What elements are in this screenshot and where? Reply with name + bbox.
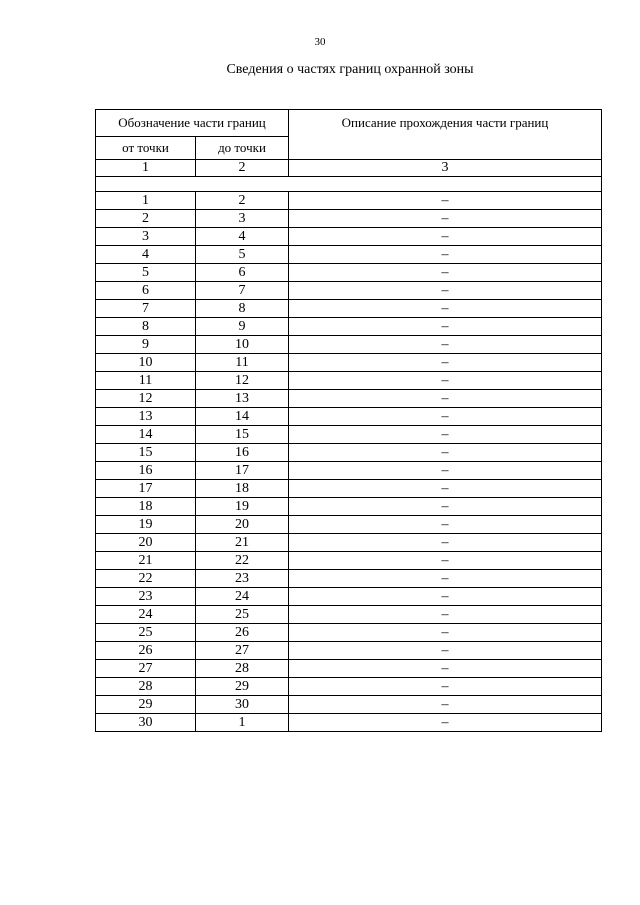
cell-from-point: 15 bbox=[96, 444, 196, 462]
cell-from-point: 9 bbox=[96, 336, 196, 354]
cell-description: – bbox=[289, 588, 602, 606]
cell-to-point: 30 bbox=[196, 696, 289, 714]
cell-to-point: 29 bbox=[196, 678, 289, 696]
spacer-row bbox=[96, 177, 602, 192]
cell-description: – bbox=[289, 498, 602, 516]
cell-to-point: 16 bbox=[196, 444, 289, 462]
table-row bbox=[96, 624, 602, 642]
cell-description: – bbox=[289, 264, 602, 282]
table-row bbox=[96, 336, 602, 354]
cell-from-point: 26 bbox=[96, 642, 196, 660]
cell-to-point: 21 bbox=[196, 534, 289, 552]
cell-description: – bbox=[289, 318, 602, 336]
cell-description: – bbox=[289, 480, 602, 498]
cell-to-point: 2 bbox=[196, 192, 289, 210]
cell-to-point: 23 bbox=[196, 570, 289, 588]
cell-from-point: 27 bbox=[96, 660, 196, 678]
cell-from-point: 2 bbox=[96, 210, 196, 228]
page-number: 30 bbox=[314, 36, 326, 48]
table-row bbox=[96, 318, 602, 336]
table-row bbox=[96, 642, 602, 660]
cell-from-point: 1 bbox=[96, 192, 196, 210]
cell-description: – bbox=[289, 228, 602, 246]
table-row bbox=[96, 300, 602, 318]
cell-from-point: 24 bbox=[96, 606, 196, 624]
cell-to-point: 14 bbox=[196, 408, 289, 426]
cell-description: – bbox=[289, 606, 602, 624]
cell-description: – bbox=[289, 192, 602, 210]
cell-description: – bbox=[289, 408, 602, 426]
cell-description: – bbox=[289, 444, 602, 462]
boundary-parts-table bbox=[95, 109, 602, 732]
cell-to-point: 6 bbox=[196, 264, 289, 282]
cell-description: – bbox=[289, 300, 602, 318]
cell-from-point: 29 bbox=[96, 696, 196, 714]
cell-to-point: 9 bbox=[196, 318, 289, 336]
cell-from-point: 13 bbox=[96, 408, 196, 426]
table-body bbox=[96, 110, 602, 732]
cell-from-point: 3 bbox=[96, 228, 196, 246]
table-row bbox=[96, 354, 602, 372]
table-row bbox=[96, 660, 602, 678]
cell-description: – bbox=[289, 552, 602, 570]
table-row bbox=[96, 678, 602, 696]
cell-to-point: 28 bbox=[196, 660, 289, 678]
cell-to-point: 24 bbox=[196, 588, 289, 606]
cell-from-point: 14 bbox=[96, 426, 196, 444]
cell-to-point: 10 bbox=[196, 336, 289, 354]
column-number-row bbox=[96, 160, 602, 177]
cell-to-point: 22 bbox=[196, 552, 289, 570]
column-number: 1 bbox=[96, 160, 196, 177]
header-row bbox=[96, 110, 602, 137]
cell-description: – bbox=[289, 570, 602, 588]
cell-from-point: 19 bbox=[96, 516, 196, 534]
table-row bbox=[96, 228, 602, 246]
cell-from-point: 20 bbox=[96, 534, 196, 552]
cell-description: – bbox=[289, 516, 602, 534]
cell-from-point: 25 bbox=[96, 624, 196, 642]
table-row bbox=[96, 696, 602, 714]
cell-from-point: 22 bbox=[96, 570, 196, 588]
table-row bbox=[96, 390, 602, 408]
cell-to-point: 5 bbox=[196, 246, 289, 264]
cell-description: – bbox=[289, 426, 602, 444]
cell-description: – bbox=[289, 624, 602, 642]
cell-to-point: 11 bbox=[196, 354, 289, 372]
table-row bbox=[96, 714, 602, 732]
cell-to-point: 4 bbox=[196, 228, 289, 246]
table-row bbox=[96, 444, 602, 462]
cell-description: – bbox=[289, 696, 602, 714]
cell-to-point: 3 bbox=[196, 210, 289, 228]
cell-from-point: 17 bbox=[96, 480, 196, 498]
cell-from-point: 5 bbox=[96, 264, 196, 282]
table-row bbox=[96, 462, 602, 480]
table-row bbox=[96, 534, 602, 552]
cell-description: – bbox=[289, 462, 602, 480]
header-description: Описание прохождения части границ bbox=[289, 110, 602, 160]
cell-from-point: 4 bbox=[96, 246, 196, 264]
table-row bbox=[96, 606, 602, 624]
cell-from-point: 16 bbox=[96, 462, 196, 480]
cell-to-point: 17 bbox=[196, 462, 289, 480]
cell-to-point: 18 bbox=[196, 480, 289, 498]
table-row bbox=[96, 192, 602, 210]
cell-description: – bbox=[289, 336, 602, 354]
table-row bbox=[96, 246, 602, 264]
header-to-point: до точки bbox=[196, 137, 289, 160]
cell-from-point: 28 bbox=[96, 678, 196, 696]
table-row bbox=[96, 516, 602, 534]
table-row bbox=[96, 372, 602, 390]
column-number: 3 bbox=[289, 160, 602, 177]
header-from-point: от точки bbox=[96, 137, 196, 160]
cell-description: – bbox=[289, 372, 602, 390]
cell-to-point: 12 bbox=[196, 372, 289, 390]
cell-to-point: 15 bbox=[196, 426, 289, 444]
cell-description: – bbox=[289, 642, 602, 660]
cell-description: – bbox=[289, 210, 602, 228]
table-row bbox=[96, 408, 602, 426]
table-row bbox=[96, 282, 602, 300]
table-row bbox=[96, 480, 602, 498]
document-title: Сведения о частях границ охранной зоны bbox=[226, 62, 474, 77]
cell-from-point: 7 bbox=[96, 300, 196, 318]
cell-from-point: 8 bbox=[96, 318, 196, 336]
cell-from-point: 23 bbox=[96, 588, 196, 606]
cell-description: – bbox=[289, 282, 602, 300]
cell-to-point: 27 bbox=[196, 642, 289, 660]
cell-description: – bbox=[289, 678, 602, 696]
cell-to-point: 7 bbox=[196, 282, 289, 300]
cell-to-point: 26 bbox=[196, 624, 289, 642]
cell-from-point: 21 bbox=[96, 552, 196, 570]
cell-from-point: 10 bbox=[96, 354, 196, 372]
spacer-cell bbox=[96, 177, 602, 192]
table-row bbox=[96, 426, 602, 444]
cell-to-point: 13 bbox=[196, 390, 289, 408]
header-designation: Обозначение части границ bbox=[96, 110, 289, 137]
cell-description: – bbox=[289, 660, 602, 678]
cell-description: – bbox=[289, 354, 602, 372]
cell-from-point: 11 bbox=[96, 372, 196, 390]
table-row bbox=[96, 588, 602, 606]
column-number: 2 bbox=[196, 160, 289, 177]
cell-to-point: 19 bbox=[196, 498, 289, 516]
cell-from-point: 6 bbox=[96, 282, 196, 300]
cell-description: – bbox=[289, 390, 602, 408]
cell-to-point: 1 bbox=[196, 714, 289, 732]
cell-description: – bbox=[289, 714, 602, 732]
cell-to-point: 20 bbox=[196, 516, 289, 534]
cell-description: – bbox=[289, 246, 602, 264]
table-row bbox=[96, 210, 602, 228]
cell-to-point: 8 bbox=[196, 300, 289, 318]
cell-to-point: 25 bbox=[196, 606, 289, 624]
cell-description: – bbox=[289, 534, 602, 552]
table-row bbox=[96, 552, 602, 570]
table-row bbox=[96, 264, 602, 282]
cell-from-point: 30 bbox=[96, 714, 196, 732]
table-row bbox=[96, 498, 602, 516]
cell-from-point: 18 bbox=[96, 498, 196, 516]
cell-from-point: 12 bbox=[96, 390, 196, 408]
table-row bbox=[96, 570, 602, 588]
